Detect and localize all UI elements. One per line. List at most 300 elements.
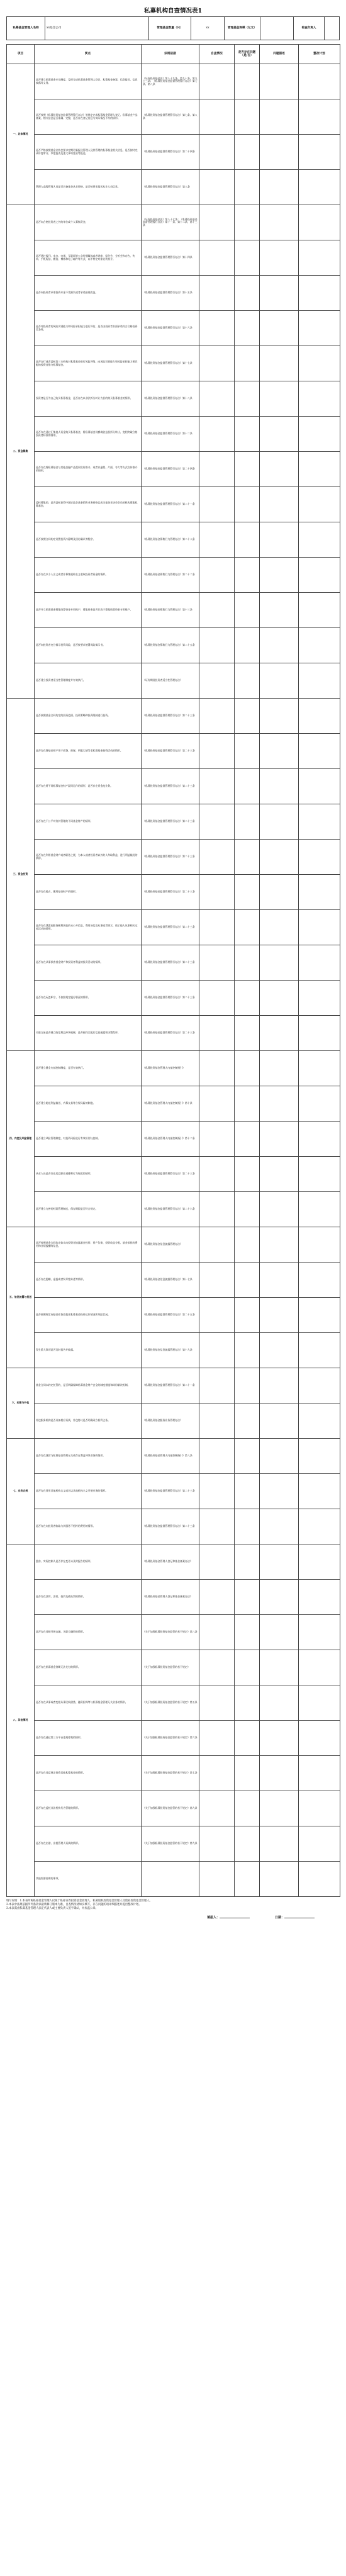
issue-desc-cell[interactable] [260,381,299,417]
plan-cell[interactable] [299,1509,340,1544]
table-row [7,452,340,487]
law-basis-cell: 《关于加强私募投资基金监管的若干规定》第六条 [142,1721,199,1756]
plan-cell[interactable] [299,346,340,381]
law-basis-cell: 《私募投资基金管理人内部控制指引》第十二条 [142,1122,199,1157]
issue-flag-cell[interactable] [235,1439,260,1474]
issue-desc-cell[interactable] [260,1862,299,1897]
notes-block [6,1899,340,1911]
issue-flag-cell[interactable] [235,1791,260,1826]
status-cell[interactable] [199,1721,235,1756]
status-cell[interactable] [199,452,235,487]
law-basis-cell: 《私募投资基金监督管理暂行办法》第二十四条 [142,135,199,170]
plan-cell[interactable] [299,452,340,487]
issue-desc-cell[interactable] [260,1016,299,1051]
issue-desc-cell[interactable] [260,699,299,734]
status-cell[interactable] [199,1403,235,1439]
plan-cell[interactable] [299,1016,340,1051]
status-cell[interactable] [199,981,235,1016]
status-cell[interactable] [199,840,235,875]
issue-flag-cell[interactable] [235,875,260,910]
issue-flag-cell[interactable] [235,311,260,346]
status-cell[interactable] [199,769,235,804]
issue-desc-cell[interactable] [260,1650,299,1685]
status-cell[interactable] [199,522,235,558]
status-cell[interactable] [199,1791,235,1826]
status-cell[interactable] [199,1826,235,1862]
issue-desc-cell[interactable] [260,1615,299,1650]
status-cell[interactable] [199,1157,235,1192]
status-cell[interactable] [199,346,235,381]
issue-flag-cell[interactable] [235,522,260,558]
issue-desc-cell[interactable] [260,205,299,240]
status-cell[interactable] [199,593,235,628]
plan-cell[interactable] [299,1826,340,1862]
issue-flag-cell[interactable] [235,381,260,417]
status-cell[interactable] [199,1368,235,1403]
law-basis-cell: 《私募投资基金监督管理暂行办法》第二十三条 [142,1509,199,1544]
plan-cell[interactable] [299,663,340,699]
issue-desc-cell[interactable] [260,1263,299,1298]
issue-desc-cell[interactable] [260,1791,299,1826]
law-basis-cell: 《私募投资基金管理人内部控制指引》第八条 [142,1439,199,1474]
table-row [7,804,340,840]
law-basis-cell: 《私募投资基金监督管理暂行办法》第十五条 [142,276,199,311]
status-cell[interactable] [199,910,235,945]
issue-desc-cell[interactable] [260,1756,299,1791]
issue-desc-cell[interactable] [260,663,299,699]
plan-cell[interactable] [299,417,340,452]
issue-flag-cell[interactable] [235,1862,260,1897]
table-row [7,1016,340,1051]
status-cell[interactable] [199,311,235,346]
status-cell[interactable] [199,1650,235,1685]
status-cell[interactable] [199,628,235,663]
status-cell[interactable] [199,99,235,135]
status-cell[interactable] [199,1016,235,1051]
issue-desc-cell[interactable] [260,1721,299,1756]
group-cell: 七、业务合规 [7,1439,35,1544]
issue-desc-cell[interactable] [260,1509,299,1544]
issue-desc-cell[interactable] [260,170,299,205]
status-cell[interactable] [199,558,235,593]
plan-cell[interactable] [299,1122,340,1157]
issue-flag-cell[interactable] [235,945,260,981]
status-cell[interactable] [199,734,235,769]
plan-cell[interactable] [299,1544,340,1580]
plan-cell[interactable] [299,64,340,99]
issue-flag-cell[interactable] [235,452,260,487]
issue-flag-cell[interactable] [235,1368,260,1403]
issue-flag-cell[interactable] [235,1474,260,1509]
table-row [7,487,340,522]
issue-flag-cell[interactable] [235,1192,260,1227]
status-cell[interactable] [199,64,235,99]
plan-cell[interactable] [299,1474,340,1509]
plan-cell[interactable] [299,381,340,417]
check-point-cell: 是否按照规定向基金业协会报送私募基金投资运作情况和风险状况。 [35,1298,142,1333]
issue-desc-cell[interactable] [260,135,299,170]
table-row [7,1544,340,1580]
law-basis-cell: 《关于加强私募投资基金监管的若干规定》第七条 [142,1756,199,1791]
law-basis-cell: 《私募投资基金监督管理暂行办法》第二十一条 [142,1368,199,1403]
table-row [7,311,340,346]
status-cell[interactable] [199,875,235,910]
issue-flag-cell[interactable] [235,558,260,593]
law-basis-cell: 《证券投资基金法》第八十七条；《私募投资基金监督管理暂行办法》第十一条、第十二条、第十三条 [142,205,199,240]
issue-flag-cell[interactable] [235,840,260,875]
status-cell[interactable] [199,417,235,452]
status-cell[interactable] [199,1439,235,1474]
issue-desc-cell[interactable] [260,1544,299,1580]
table-row [7,1580,340,1615]
plan-cell[interactable] [299,840,340,875]
check-point-cell: 股东、实际控制人是否存在变更未及时报告的情形。 [35,1544,142,1580]
issue-desc-cell[interactable] [260,1086,299,1122]
issue-flag-cell[interactable] [235,1263,260,1298]
issue-flag-cell[interactable] [235,1826,260,1862]
issue-desc-cell[interactable] [260,1403,299,1439]
plan-cell[interactable] [299,1333,340,1368]
law-basis-cell: 《私募投资基金监督管理暂行办法》第二十三条 [142,804,199,840]
status-cell[interactable] [199,1227,235,1263]
table-row [7,135,340,170]
plan-cell[interactable] [299,769,340,804]
table-row [7,840,340,875]
law-basis-cell: 《私募投资基金监督管理暂行办法》第八条 [142,170,199,205]
self-check-table [6,44,340,1897]
col-header-item: 项目 [7,45,35,64]
issue-desc-cell[interactable] [260,593,299,628]
plan-cell[interactable] [299,1403,340,1439]
check-point-cell: 投资者是否为自己购买私募基金，是否存在以非法拆分转让为目的购买私募基金的情形。 [35,381,142,417]
plan-cell[interactable] [299,628,340,663]
issue-desc-cell[interactable] [260,240,299,276]
plan-cell[interactable] [299,804,340,840]
plan-cell[interactable] [299,981,340,1016]
issue-desc-cell[interactable] [260,487,299,522]
issue-flag-cell[interactable] [235,1122,260,1157]
group-cell: 一、总体情况 [7,64,35,205]
issue-flag-cell[interactable] [235,276,260,311]
law-basis-cell: 《私募投资基金管理人登记和基金备案办法》 [142,1544,199,1580]
check-point-cell: 是否存在将基金财产用于借贷、担保、明股实债等非私募基金投资活动的情形。 [35,734,142,769]
plan-cell[interactable] [299,276,340,311]
issue-desc-cell[interactable] [260,1192,299,1227]
law-basis-cell: 《私募投资基金监督管理暂行办法》第七条、第八条 [142,99,199,135]
issue-flag-cell[interactable] [235,1227,260,1263]
issue-desc-cell[interactable] [260,1227,299,1263]
issue-desc-cell[interactable] [260,945,299,981]
issue-flag-cell[interactable] [235,1298,260,1333]
issue-desc-cell[interactable] [260,1157,299,1192]
issue-flag-cell[interactable] [235,1580,260,1615]
issue-flag-cell[interactable] [235,1615,260,1650]
issue-desc-cell[interactable] [260,981,299,1016]
law-basis-cell: 《私募投资基金监督管理暂行办法》第二十一条 [142,487,199,522]
check-point-cell: 是否建立防范利益输送、内幕交易等合规风险的制度。 [35,1086,142,1122]
check-point-cell: 外包服务机构是否具备相应资质，外包协议是否明确双方权利义务。 [35,1403,142,1439]
law-basis-cell: 《私募投资基金管理人内部控制指引》第十条 [142,1086,199,1122]
issue-flag-cell[interactable] [235,628,260,663]
issue-desc-cell[interactable] [260,734,299,769]
issue-desc-cell[interactable] [260,910,299,945]
plan-cell[interactable] [299,699,340,734]
issue-desc-cell[interactable] [260,840,299,875]
table-row [7,1474,340,1509]
issue-flag-cell[interactable] [235,1157,260,1192]
law-basis-cell: 《私募投资基金监督管理暂行办法》第二十四条 [142,452,199,487]
issue-desc-cell[interactable] [260,804,299,840]
check-point-cell: 是否存在通过第三方平台违规募集的情形。 [35,1721,142,1756]
issue-flag-cell[interactable] [235,1333,260,1368]
date-signature: 日期： [275,1915,315,1920]
issue-flag-cell[interactable] [235,1721,260,1756]
table-row [7,99,340,135]
issue-desc-cell[interactable] [260,311,299,346]
table-row [7,1051,340,1086]
issue-flag-cell[interactable] [235,99,260,135]
issue-desc-cell[interactable] [260,628,299,663]
plan-cell[interactable] [299,1721,340,1756]
issue-desc-cell[interactable] [260,1298,299,1333]
status-cell[interactable] [199,1685,235,1721]
status-cell[interactable] [199,1298,235,1333]
fund-count-value[interactable]: xx [191,17,225,40]
status-cell[interactable] [199,1474,235,1509]
col-header-point: 要点 [35,45,142,64]
plan-cell[interactable] [299,1298,340,1333]
status-cell[interactable] [199,381,235,417]
issue-desc-cell[interactable] [260,769,299,804]
plan-cell[interactable] [299,945,340,981]
status-cell[interactable] [199,1086,235,1122]
check-point-cell: 是否存在玩忽职守，不按照规定履行职责的情形。 [35,981,142,1016]
issue-flag-cell[interactable] [235,487,260,522]
check-point-cell: 是否按照合同约定设置投资冷静期及回访确认等程序。 [35,522,142,558]
table-row [7,1685,340,1721]
plan-cell[interactable] [299,1791,340,1826]
check-point-cell: 是否按照《私募投资基金监督管理暂行办法》等规定完成私募基金管理人登记、私募基金产品备案，相关信息是否准确、完整，是否存在登记信息与实际情况不符的情形。 [35,99,142,135]
plan-cell[interactable] [299,1192,340,1227]
plan-cell[interactable] [299,1227,340,1263]
check-point-cell: 是否建立健全内部控制制度，是否有效执行。 [35,1051,142,1086]
status-cell[interactable] [199,1756,235,1791]
check-point-cell: 是否按照基金合同约定如实向投资者披露基金投资、资产负债、投资收益分配、基金承担的费用和业绩报酬等信息。 [35,1227,142,1263]
plan-cell[interactable] [299,1051,340,1086]
check-point-cell: 从业人员是否存在违反职业道德和行为规范的情形。 [35,1157,142,1192]
issue-desc-cell[interactable] [260,346,299,381]
manager-name-value[interactable]: xx基金公司 [45,17,149,40]
issue-desc-cell[interactable] [260,64,299,99]
issue-desc-cell[interactable] [260,1051,299,1086]
issue-desc-cell[interactable] [260,276,299,311]
fund-aum-value[interactable] [260,17,294,40]
issue-flag-cell[interactable] [235,1650,260,1685]
plan-cell[interactable] [299,1862,340,1897]
status-cell[interactable] [199,663,235,699]
law-basis-cell: 《私募投资基金信息披露管理办法》第十九条 [142,1333,199,1368]
status-cell[interactable] [199,1862,235,1897]
plan-cell[interactable] [299,135,340,170]
table-row [7,276,340,311]
plan-cell[interactable] [299,1439,340,1474]
issue-desc-cell[interactable] [260,1580,299,1615]
check-point-cell: 是否存在委托非法机构代为管理的情形。 [35,1791,142,1826]
status-cell[interactable] [199,205,235,240]
plan-cell[interactable] [299,170,340,205]
issue-flag-cell[interactable] [235,1086,260,1122]
plan-cell[interactable] [299,1368,340,1403]
plan-cell[interactable] [299,99,340,135]
issue-flag-cell[interactable] [235,1016,260,1051]
law-basis-cell: 《私募投资基金监督管理暂行办法》第二十三条 [142,875,199,910]
issue-flag-cell[interactable] [235,804,260,840]
table-row [7,1439,340,1474]
plan-cell[interactable] [299,522,340,558]
issue-flag-cell[interactable] [235,1403,260,1439]
plan-cell[interactable] [299,558,340,593]
issue-flag-cell[interactable] [235,1685,260,1721]
check-point-cell: 是否对投资者的风险识别能力和风险承担能力进行评估，是否由投资者书面承诺符合合格投资者条件。 [35,311,142,346]
issue-flag-cell[interactable] [235,64,260,99]
plan-cell[interactable] [299,205,340,240]
issue-desc-cell[interactable] [260,1439,299,1474]
issue-flag-cell[interactable] [235,170,260,205]
status-cell[interactable] [199,804,235,840]
status-cell[interactable] [199,1544,235,1580]
issue-flag-cell[interactable] [235,699,260,734]
issue-desc-cell[interactable] [260,1826,299,1862]
plan-cell[interactable] [299,1685,340,1721]
status-cell[interactable] [199,240,235,276]
plan-cell[interactable] [299,910,340,945]
plan-cell[interactable] [299,1580,340,1615]
check-point-cell: 是否存在隐瞒、虚报或者误导性陈述等情形。 [35,1263,142,1298]
issue-desc-cell[interactable] [260,1368,299,1403]
issue-desc-cell[interactable] [260,875,299,910]
plan-cell[interactable] [299,240,340,276]
table-row [7,1263,340,1298]
plan-cell[interactable] [299,1263,340,1298]
issue-flag-cell[interactable] [235,1509,260,1544]
table-row [7,1791,340,1826]
table-row [7,1756,340,1791]
status-cell[interactable] [199,699,235,734]
table-row [7,1086,340,1122]
issue-desc-cell[interactable] [260,1122,299,1157]
table-row [7,1227,340,1263]
table-row [7,1192,340,1227]
fund-count-label: 管理基金数量（只） [149,17,191,40]
check-point-cell: 是否存在侵占、挪用基金财产的情形。 [35,875,142,910]
issue-flag-cell[interactable] [235,346,260,381]
law-basis-cell: 《私募投资基金服务业务管理办法》 [142,1403,199,1439]
issue-flag-cell[interactable] [235,205,260,240]
status-cell[interactable] [199,135,235,170]
table-row [7,346,340,381]
col-header-issue-flag: 是否存在问题（是/否） [235,45,260,64]
plan-cell[interactable] [299,487,340,522]
status-cell[interactable] [199,276,235,311]
status-cell[interactable] [199,170,235,205]
plan-cell[interactable] [299,593,340,628]
status-cell[interactable] [199,1580,235,1615]
check-point-cell: 是否向合格投资者之外的单位或个人募集资金。 [35,205,142,240]
status-cell[interactable] [199,1051,235,1086]
check-point-cell: 是否建立投资者适当性管理制度并有效执行。 [35,663,142,699]
status-cell[interactable] [199,1509,235,1544]
plan-cell[interactable] [299,1157,340,1192]
issue-flag-cell[interactable] [235,1756,260,1791]
plan-cell[interactable] [299,311,340,346]
issue-flag-cell[interactable] [235,910,260,945]
status-cell[interactable] [199,1333,235,1368]
plan-cell[interactable] [299,1650,340,1685]
table-row [7,593,340,628]
inspector-value[interactable] [325,17,339,40]
status-cell[interactable] [199,1192,235,1227]
check-point-cell: 是否存在出借、出租管理人资质的情形。 [35,1826,142,1862]
issue-desc-cell[interactable] [260,417,299,452]
issue-flag-cell[interactable] [235,734,260,769]
issue-desc-cell[interactable] [260,1685,299,1721]
issue-flag-cell[interactable] [235,417,260,452]
issue-desc-cell[interactable] [260,1474,299,1509]
check-point-cell: 是否存在不公平对待其管理的不同基金财产的情形。 [35,804,142,840]
check-point-cell: 是否向投资者承诺投资本金不受损失或者承诺最低收益。 [35,276,142,311]
issue-desc-cell[interactable] [260,558,299,593]
check-point-cell: 是否建立风险管理制度，对投资风险进行有效识别与控制。 [35,1122,142,1157]
check-point-cell: 是否存在向投资者收取与其服务不相符的费用的情形。 [35,1509,142,1544]
plan-cell[interactable] [299,1086,340,1122]
issue-desc-cell[interactable] [260,452,299,487]
issue-desc-cell[interactable] [260,522,299,558]
issue-flag-cell[interactable] [235,135,260,170]
law-basis-cell [142,1862,199,1897]
plan-cell[interactable] [299,1615,340,1650]
table-row [7,945,340,981]
law-basis-cell: 《私募投资基金募集行为管理办法》第十三条 [142,593,199,628]
check-point-cell: 是否严格按照基金业协会要求定期更新报送管理人及其管理的私募基金相关信息，是否按时完成年度审计、季度报表及重大事项变更等报送。 [35,135,142,170]
plan-cell[interactable] [299,875,340,910]
issue-flag-cell[interactable] [235,1544,260,1580]
law-basis-cell: 《私募投资基金监督管理暂行办法》第十七条 [142,346,199,381]
law-basis-cell: 《私募投资基金监督管理暂行办法》第二十三条 [142,769,199,804]
table-row [7,769,340,804]
issue-flag-cell[interactable] [235,1051,260,1086]
status-cell[interactable] [199,1263,235,1298]
plan-cell[interactable] [299,1756,340,1791]
group-cell: 六、托管与外包 [7,1368,35,1439]
plan-cell[interactable] [299,734,340,769]
check-point-cell: 发生重大事项是否及时报告并披露。 [35,1333,142,1368]
issue-desc-cell[interactable] [260,99,299,135]
issue-desc-cell[interactable] [260,1333,299,1368]
status-cell[interactable] [199,945,235,981]
col-header-plan: 整改计划 [299,45,340,64]
issue-flag-cell[interactable] [235,769,260,804]
issue-flag-cell[interactable] [235,240,260,276]
law-basis-cell: 《关于加强私募投资基金监管的若干规定》 [142,1650,199,1685]
status-cell[interactable] [199,1122,235,1157]
issue-flag-cell[interactable] [235,663,260,699]
law-basis-cell: 《关于加强私募投资基金监管的若干规定》第八条 [142,1615,199,1650]
status-cell[interactable] [199,487,235,522]
note-line: 3.本表需由私募基金管理人法定代表人或主要负责人签字确认，并加盖公章。 [6,1907,98,1911]
issue-flag-cell[interactable] [235,981,260,1016]
issue-flag-cell[interactable] [235,593,260,628]
status-cell[interactable] [199,1615,235,1650]
